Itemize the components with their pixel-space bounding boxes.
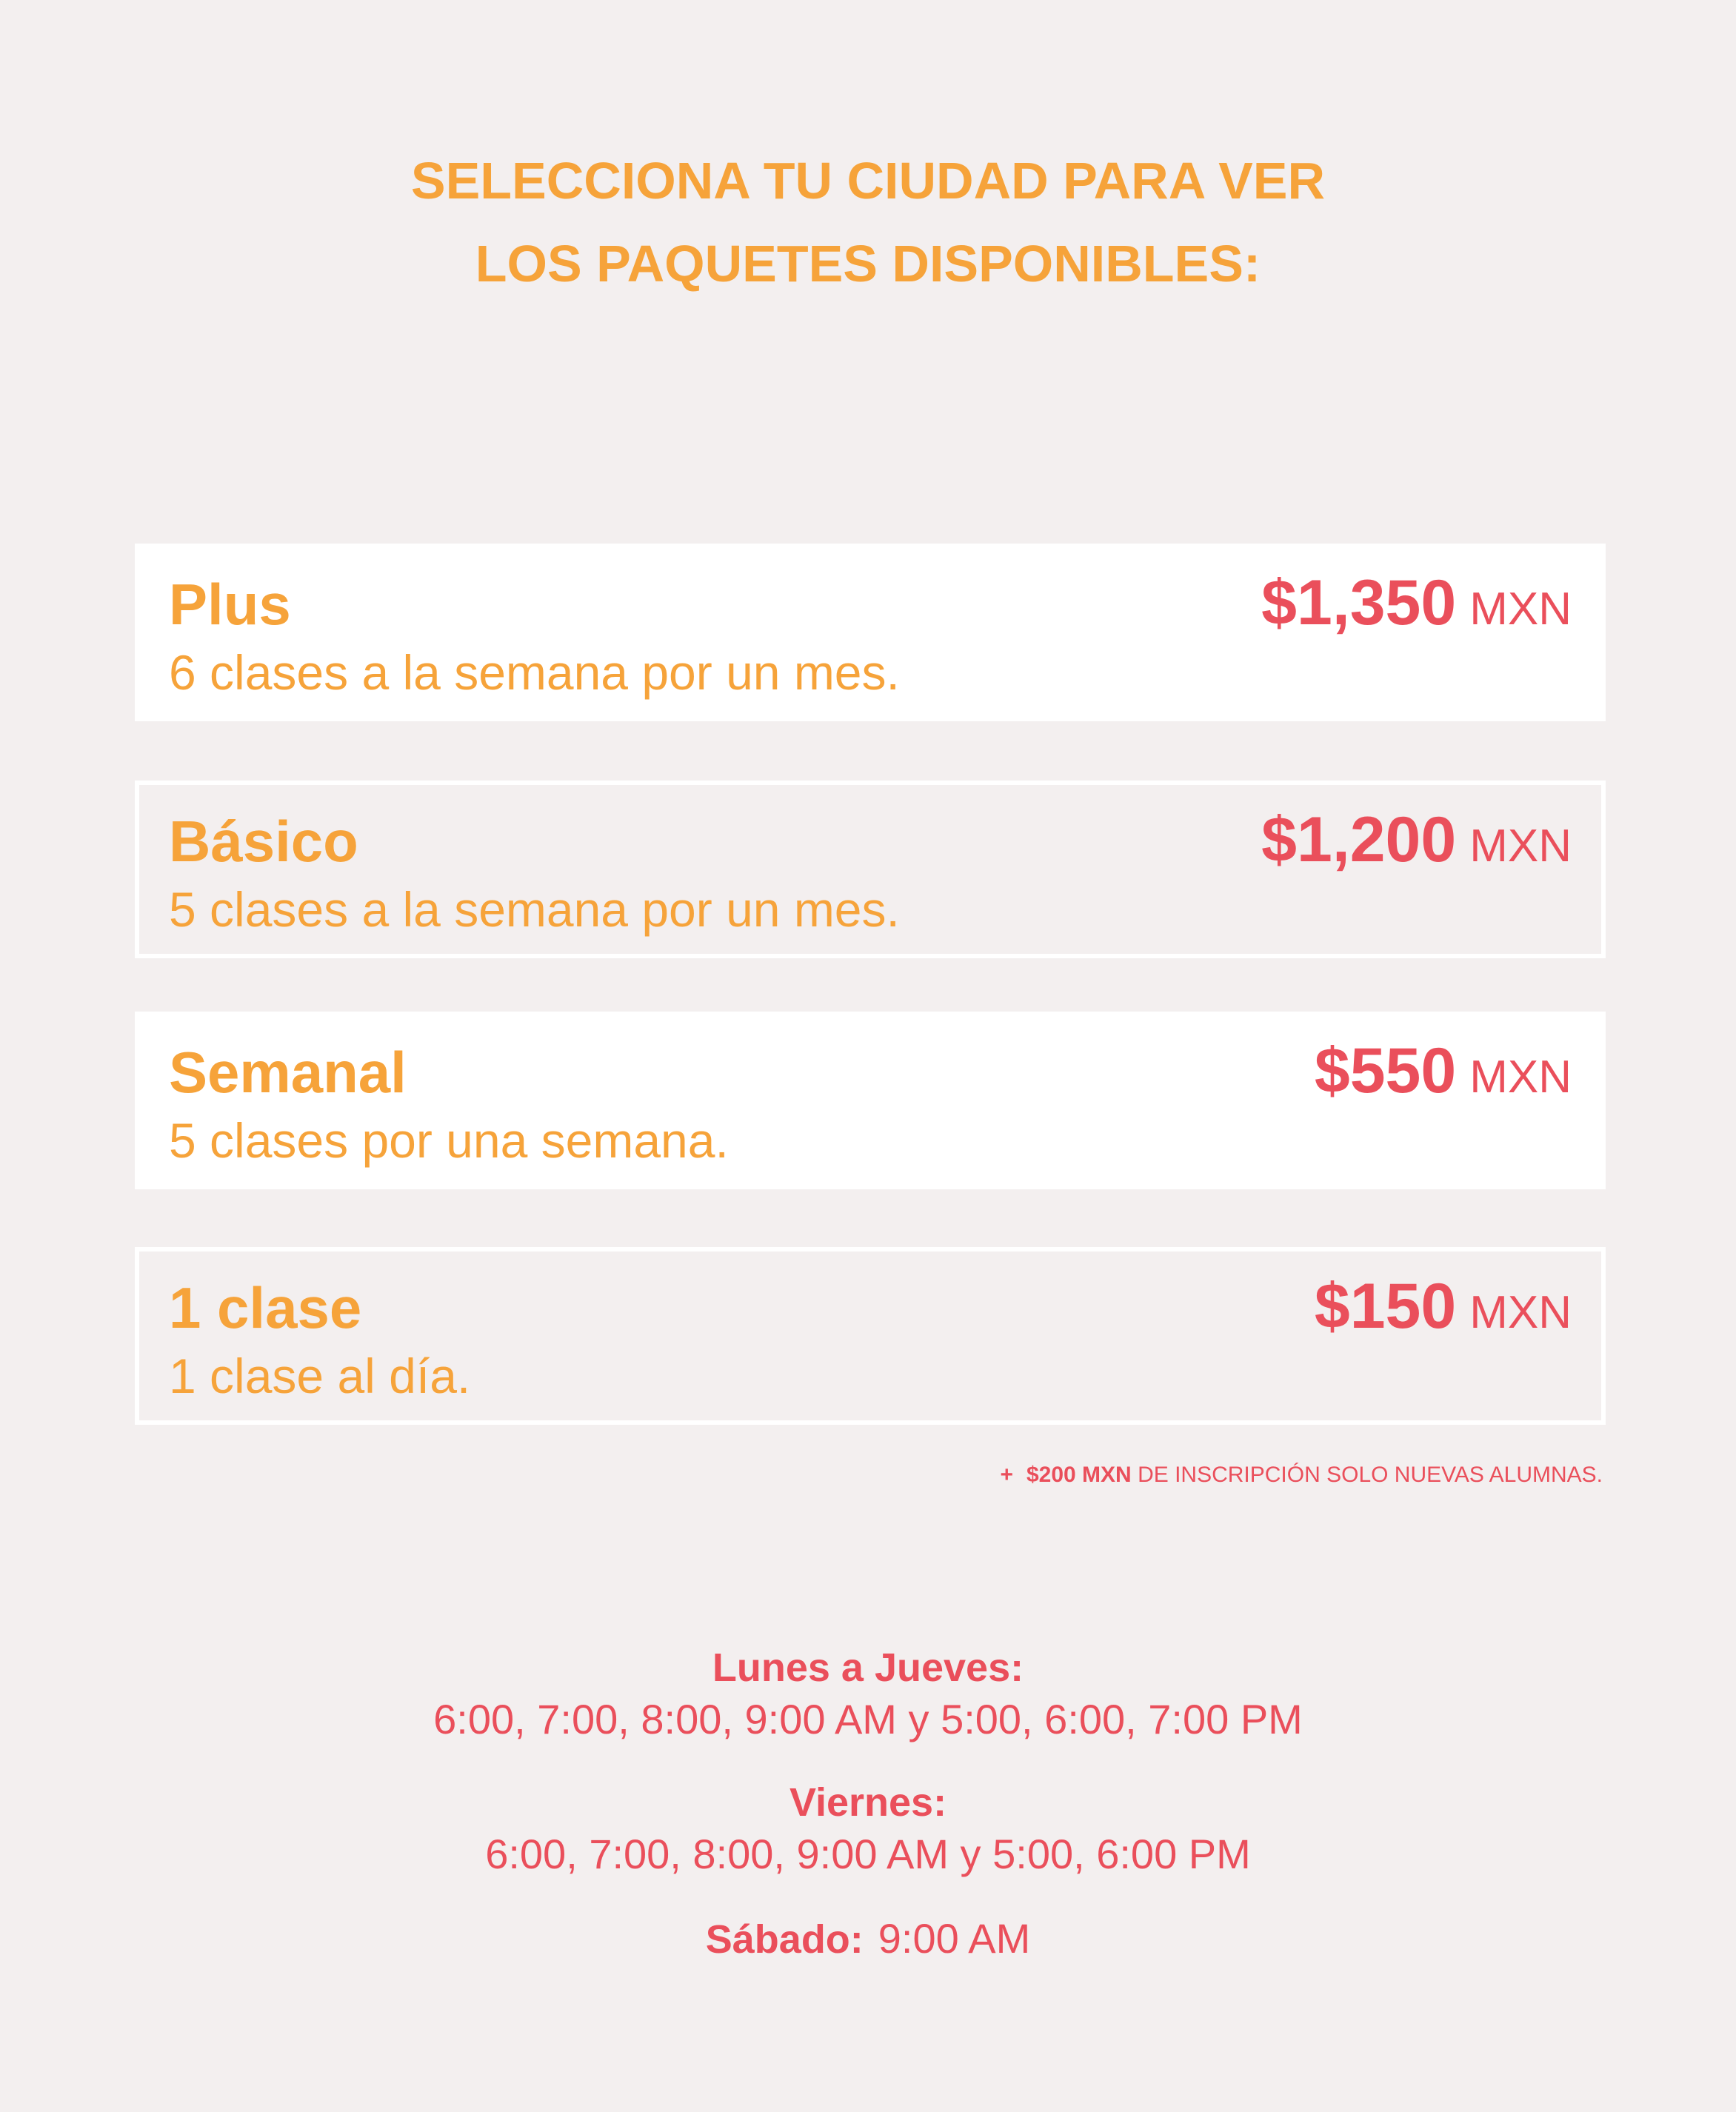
package-card-plus[interactable] xyxy=(135,544,1606,721)
note-amount: $200 MXN xyxy=(1026,1463,1132,1487)
schedule-day: Viernes: xyxy=(789,1780,947,1825)
package-price xyxy=(1315,1034,1572,1126)
price-currency: MXN xyxy=(1469,1287,1572,1338)
schedule-block xyxy=(0,1643,1736,1746)
package-price xyxy=(1261,566,1572,658)
schedule-day: Sábado: xyxy=(705,1917,864,1962)
package-name: Semanal xyxy=(169,1040,407,1105)
package-description: 1 clase al día. xyxy=(169,1349,471,1403)
price-amount: $1,200 xyxy=(1261,804,1457,875)
schedule-times: 6:00, 7:00, 8:00, 9:00 AM y 5:00, 6:00, 7:00 PM xyxy=(433,1696,1303,1742)
package-card-basico[interactable] xyxy=(135,781,1606,958)
package-name: 1 clase xyxy=(169,1275,362,1340)
price-currency: MXN xyxy=(1469,584,1572,635)
package-card-1-clase[interactable] xyxy=(135,1247,1606,1425)
class-schedule xyxy=(0,1643,1736,1996)
page-title-line-1: SELECCIONA TU CIUDAD PARA VER xyxy=(410,152,1326,210)
price-amount: $550 xyxy=(1314,1035,1457,1106)
schedule-block xyxy=(0,1777,1736,1881)
price-amount: $150 xyxy=(1314,1271,1457,1342)
package-description: 5 clases por una semana. xyxy=(169,1113,729,1168)
price-amount: $1,350 xyxy=(1261,567,1457,638)
package-price xyxy=(1315,1269,1572,1362)
price-currency: MXN xyxy=(1469,1052,1572,1103)
package-name: Básico xyxy=(169,809,358,874)
package-description: 6 clases a la semana por un mes. xyxy=(169,645,900,700)
schedule-block xyxy=(0,1912,1736,1965)
price-currency: MXN xyxy=(1469,821,1572,872)
package-card-semanal[interactable] xyxy=(135,1012,1606,1189)
note-plus: + xyxy=(1000,1463,1013,1487)
registration-note xyxy=(1000,1460,1603,1490)
page-title xyxy=(0,139,1736,305)
schedule-times: 9:00 AM xyxy=(878,1915,1031,1962)
package-price xyxy=(1261,803,1572,895)
schedule-day: Lunes a Jueves: xyxy=(712,1645,1024,1690)
note-text: DE INSCRIPCIÓN SOLO NUEVAS ALUMNAS. xyxy=(1131,1463,1603,1487)
page-title-line-2: LOS PAQUETES DISPONIBLES: xyxy=(475,235,1261,293)
package-description: 5 clases a la semana por un mes. xyxy=(169,882,900,937)
package-name: Plus xyxy=(169,572,291,637)
schedule-times: 6:00, 7:00, 8:00, 9:00 AM y 5:00, 6:00 PM xyxy=(485,1831,1251,1877)
